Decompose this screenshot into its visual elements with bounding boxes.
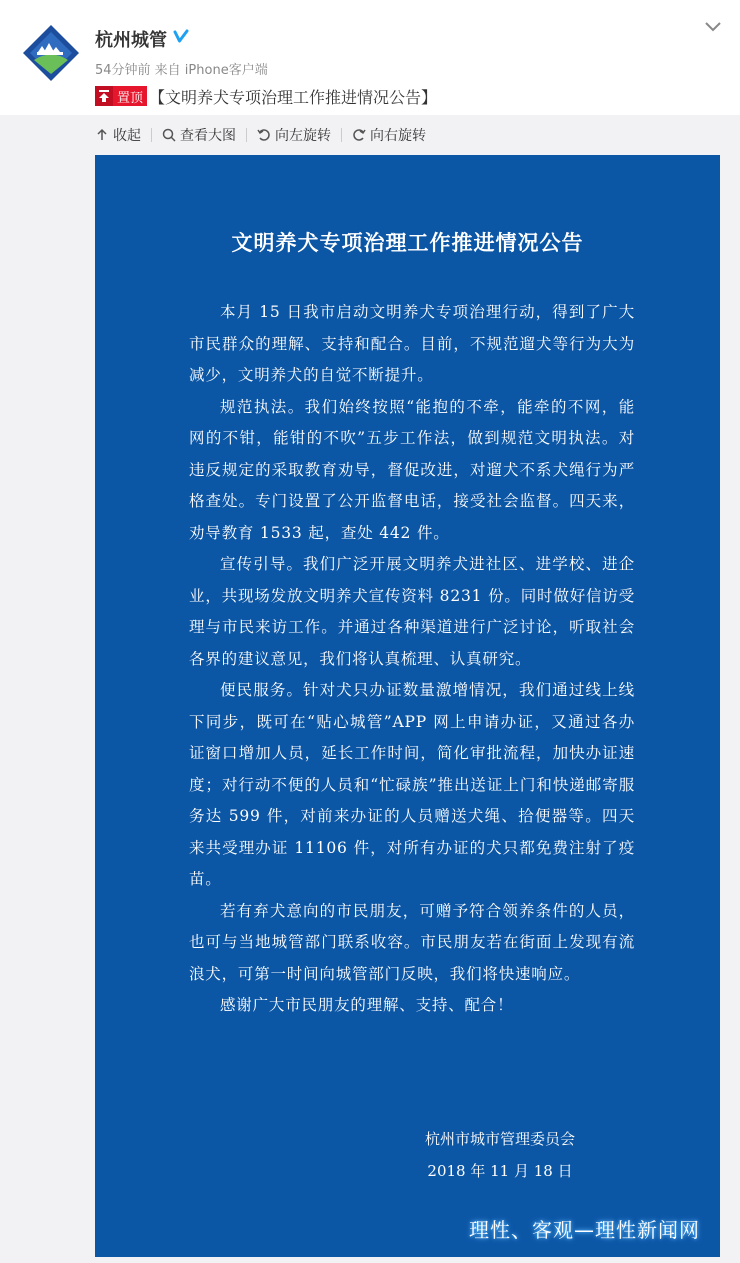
account-name[interactable]: 杭州城管 [95, 30, 167, 51]
chevron-down-icon[interactable] [704, 20, 722, 34]
notice-image[interactable] [95, 155, 720, 1257]
post-title-row [95, 84, 437, 108]
toolbar-divider [246, 128, 247, 142]
collapse-label: 收起 [113, 128, 141, 144]
notice-paragraph: 宣传引导。我们广泛开展文明养犬进社区、进学校、进企业，共现场发放文明养犬宣传资料 8231 份。同时做好信访受理与市民来访工作。并通过各种渠道进行广泛讨论，听取社会各界的建议意见，我们将认真梳理、认真研究。 [189, 555, 635, 668]
toolbar-divider [151, 128, 152, 142]
notice-date: 2018 年 11 月 18 日 [427, 1162, 573, 1180]
toolbar-divider [341, 128, 342, 142]
post-header [0, 0, 740, 115]
arrow-up-icon [95, 128, 109, 142]
pinned-label: 置顶 [117, 90, 144, 106]
collapse-button[interactable] [95, 125, 141, 145]
watermark-text: 理性、客观—理性新闻网 [469, 1218, 700, 1242]
notice-signature: 杭州市城市管理委员会 [425, 1130, 576, 1148]
search-icon [162, 128, 176, 142]
rotate-left-button[interactable] [257, 125, 331, 145]
rotate-right-icon [352, 128, 366, 142]
verified-badge-icon [172, 28, 190, 46]
rotate-left-label: 向左旋转 [275, 128, 331, 144]
notice-paragraph: 本月 15 日我市启动文明养犬专项治理行动，得到了广大市民群众的理解、支持和配合。目前，不规范遛犬等行为大为减少，文明养犬的自觉不断提升。 [189, 303, 635, 384]
avatar[interactable] [20, 22, 82, 84]
notice-paragraph: 便民服务。针对犬只办证数量激增情况，我们通过线上线下同步，既可在“贴心城管”APP 网上申请办证，又通过各办证窗口增加人员，延长工作时间，简化审批流程，加快办证速度；对行动不便的人员和“忙碌族”推出送证上门和快递邮寄服务达 599 件，对前来办证的人员赠送犬绳、拾便器等。四天来共受理办证 11106 件，对所有办证的犬只都免费注射了疫苗。 [189, 681, 635, 888]
rotate-left-icon [257, 128, 271, 142]
rotate-right-button[interactable] [352, 125, 426, 145]
media-panel [0, 115, 740, 1263]
post-meta: 54分钟前 来自 iPhone客户端 [95, 63, 268, 78]
post-title: 【文明养犬专项治理工作推进情况公告】 [149, 87, 438, 107]
hangzhou-chengguan-logo [20, 22, 82, 84]
view-large-label: 查看大图 [180, 128, 236, 144]
notice-signature-block [425, 1123, 575, 1187]
notice-paragraph: 感谢广大市民朋友的理解、支持、配合！ [220, 996, 514, 1014]
notice-paragraph: 若有弃犬意向的市民朋友，可赠予符合领养条件的人员，也可与当地城管部门联系收容。市民朋友若在街面上发现有流浪犬，可第一时间向城管部门反映，我们将快速响应。 [189, 901, 635, 983]
notice-body [189, 297, 635, 1022]
image-toolbar [95, 125, 426, 145]
notice-paragraph: 规范执法。我们始终按照“能抱的不牵，能牵的不网，能网的不钳，能钳的不吹”五步工作法，做到规范文明执法。对违反规定的采取教育劝导，督促改进，对遛犬不系犬绳行为严格查处。专门设置了公开监督电话，接受社会监督。四天来，劝导教育 1533 起，查处 442 件。 [189, 397, 635, 542]
view-large-button[interactable] [162, 125, 236, 145]
pin-icon [95, 86, 113, 106]
notice-title: 文明养犬专项治理工作推进情况公告 [231, 231, 584, 255]
rotate-right-label: 向右旋转 [370, 128, 426, 144]
pinned-badge [95, 86, 147, 106]
